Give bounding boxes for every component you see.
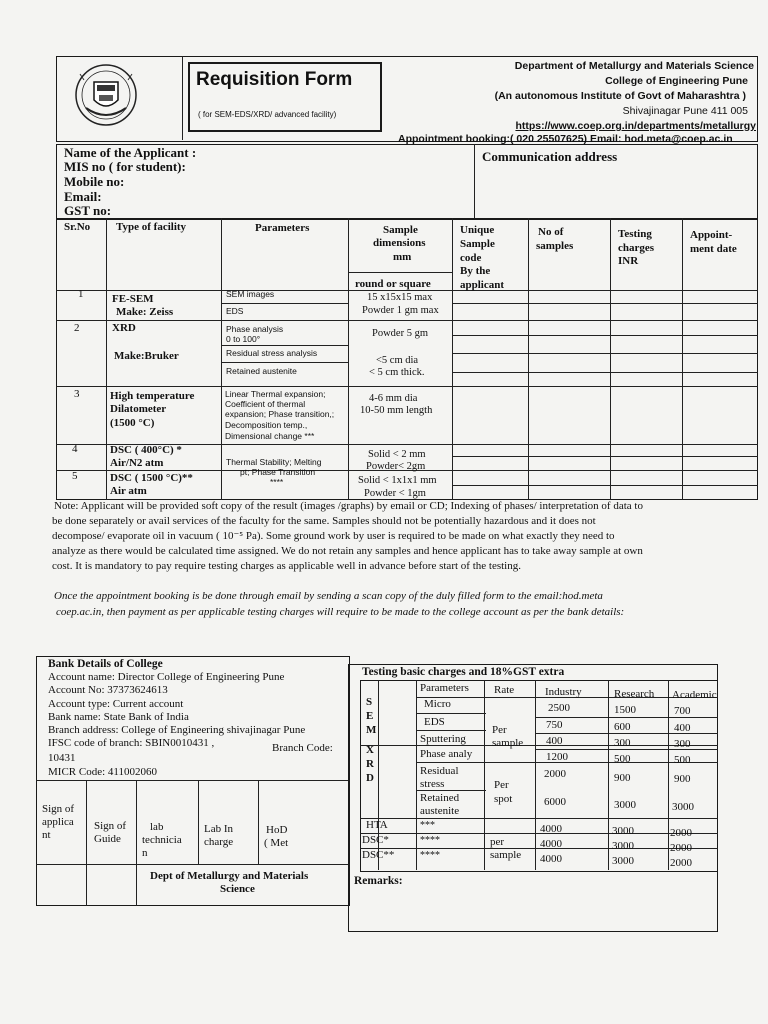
industry-retained: 6000: [544, 796, 566, 808]
sign-hod-2: ( Met: [264, 837, 289, 849]
row2-make: Make:Bruker: [114, 350, 179, 362]
rate-per-spot: Per spot: [494, 779, 513, 805]
sign-applicant-2: applica: [42, 816, 74, 828]
row4-sr: 4: [72, 443, 78, 455]
row5-type2: Air atm: [110, 485, 147, 497]
research-residual: 900: [614, 772, 631, 784]
mobile-label: Mobile no:: [64, 174, 125, 189]
col-srno: Sr.No: [64, 221, 91, 233]
row3-type3: (1500 °C): [110, 417, 155, 429]
autonomous-note: (An autonomous Institute of Govt of Maharashtra ): [494, 90, 746, 102]
row4-param1: Thermal Stability; Melting: [226, 457, 322, 467]
row4-param2: pt; Phase Transition: [240, 467, 316, 477]
col-parameters: Parameters: [255, 222, 310, 234]
row4-param3: ****: [270, 477, 284, 487]
xrd-letter-d: D: [366, 772, 374, 784]
col-sample-dim-4: round or square: [355, 278, 431, 290]
row4-type: DSC ( 400°C) *: [110, 444, 182, 456]
col-appointment: Appoint-: [690, 229, 733, 241]
col-unique-3: code: [460, 252, 482, 264]
col-sample-dim-2: dimensions: [373, 237, 426, 249]
address: Shivajinagar Pune 411 005: [622, 105, 748, 117]
dept-label-2: Science: [220, 883, 255, 895]
academic-hta: 2000: [670, 827, 692, 839]
applicant-name-label: Name of the Applicant :: [64, 145, 197, 160]
row2-param2: Residual stress analysis: [226, 348, 318, 358]
col-unique-5: applicant: [460, 279, 505, 291]
param-dsc1: ****: [420, 835, 440, 846]
row3-sr: 3: [74, 388, 80, 400]
department-url[interactable]: https://www.coep.org.in/departments/metallurgy: [515, 120, 756, 132]
research-phase: 500: [614, 753, 631, 765]
col-no-samples-2: samples: [536, 240, 574, 252]
param-retained-austenite: Retained austenite: [420, 792, 460, 817]
mis-label: MIS no ( for student):: [64, 159, 186, 174]
row3-param5: Dimensional change ***: [225, 431, 315, 441]
col-no-samples: No of: [538, 226, 564, 238]
row4-dim2: Powder< 2gm: [366, 461, 426, 472]
row2-dim1: Powder 5 gm: [372, 328, 428, 339]
bank-ifsc: IFSC code of branch: SBIN0010431 ,: [48, 737, 215, 749]
row2-dim2: <5 cm dia: [376, 355, 419, 366]
bank-account-no: Account No: 37373624613: [48, 684, 168, 696]
col-charges-2: charges: [618, 242, 655, 254]
row3-dim1: 4-6 mm dia: [369, 393, 418, 404]
bank-account-type: Account type: Current account: [48, 698, 184, 710]
dept-label: Dept of Metallurgy and Materials: [150, 870, 309, 882]
col-unique-2: Sample: [460, 238, 495, 250]
email-label: Email:: [64, 189, 102, 204]
sign-lab-technician: lab: [150, 821, 164, 833]
charges-col-params: Parameters: [420, 682, 469, 694]
research-dsc1: 3000: [612, 840, 634, 852]
row2-param1b: 0 to 100°: [226, 334, 261, 344]
param-dsc2: ****: [420, 850, 440, 861]
research-hta: 3000: [612, 825, 634, 837]
row1-param1: SEM images: [226, 289, 275, 299]
param-hta: ***: [420, 820, 435, 831]
industry-eds: 750: [546, 719, 563, 731]
col-type: Type of facility: [116, 221, 187, 233]
row5-type: DSC ( 1500 °C)**: [110, 472, 193, 484]
academic-micro: 700: [674, 705, 691, 717]
industry-hta: 4000: [540, 823, 562, 835]
sign-lab-incharge-2: charge: [204, 836, 234, 848]
col-sample-dim: Sample: [383, 224, 418, 236]
research-eds: 600: [614, 721, 631, 733]
industry-dsc2: 4000: [540, 853, 562, 865]
row3-type: High temperature: [110, 390, 195, 402]
sign-lab-technician-3: n: [142, 847, 148, 859]
sign-guide: Sign of: [94, 820, 127, 832]
italic-note-line2: coep.ac.in, then payment as per applicable testing charges will require to be made to the college account as per the bank details:: [56, 606, 625, 618]
col-unique-4: By the: [460, 265, 491, 277]
bank-account-name: Account name: Director College of Engineering Pune: [48, 671, 285, 683]
industry-residual: 2000: [544, 768, 566, 780]
row5-dim1: Solid < 1x1x1 mm: [358, 475, 437, 486]
charges-title: Testing basic charges and 18%GST extra: [362, 666, 565, 678]
communication-address-label: Communication address: [482, 149, 618, 164]
rate-per-sample-2: per sample: [490, 836, 522, 861]
bank-title: Bank Details of College: [48, 658, 163, 670]
sign-lab-incharge: Lab In: [204, 823, 234, 835]
bank-micr: MICR Code: 411002060: [48, 766, 157, 778]
row3-param2: Coefficient of thermal: [225, 399, 306, 409]
row2-dim3: < 5 cm thick.: [369, 367, 425, 378]
industry-dsc1: 4000: [540, 838, 562, 850]
form-subtitle: ( for SEM-EDS/XRD/ advanced facility): [198, 110, 337, 119]
note-line1: Note: Applicant will be provided soft copy of the result (images /graphs) by email or CD; Indexing of phases/ interpretation of data to: [54, 500, 643, 512]
xrd-letter-x: X: [366, 744, 374, 756]
param-phase-analy: Phase analy: [420, 748, 473, 760]
academic-dsc2: 2000: [670, 857, 692, 869]
academic-phase: 500: [674, 754, 691, 766]
sign-applicant: Sign of: [42, 803, 75, 815]
label-hta: HTA: [366, 819, 388, 831]
row2-param3: Retained austenite: [226, 366, 297, 376]
row1-dim2: Powder 1 gm max: [362, 305, 439, 316]
note-line4: analyze as there would be calculated time assigned. We do not retain any samples and hence applicant has to take away sample at own: [52, 545, 643, 557]
research-dsc2: 3000: [612, 855, 634, 867]
form-title: Requisition Form: [196, 69, 353, 90]
row2-sr: 2: [74, 322, 80, 334]
col-unique: Unique: [460, 224, 495, 236]
param-micro: Micro: [424, 698, 451, 710]
row3-type2: Dilatometer: [110, 403, 167, 415]
row5-dim2: Powder < 1gm: [364, 488, 426, 499]
xrd-letter-r: R: [366, 758, 374, 770]
sign-lab-technician-2: technicia: [142, 834, 182, 846]
academic-eds: 400: [674, 722, 691, 734]
param-sputtering: Sputtering: [420, 733, 466, 745]
bank-name: Bank name: State Bank of India: [48, 711, 189, 723]
academic-sputtering: 300: [674, 738, 691, 750]
row4-type2: Air/N2 atm: [110, 457, 164, 469]
row3-param3: expansion; Phase transition,;: [225, 409, 335, 419]
bank-branch-code-label: Branch Code:: [272, 742, 333, 754]
charges-col-industry: Industry: [545, 686, 582, 698]
sem-letter-m: M: [366, 724, 377, 736]
appointment-booking: Appointment booking:( 020 25507625) Email: hod.meta@coep.ac.in: [398, 133, 733, 145]
bank-branch-code: 10431: [48, 752, 76, 764]
param-eds: EDS: [424, 716, 445, 728]
sem-letter-e: E: [366, 710, 374, 722]
col-sample-dim-3: mm: [393, 251, 412, 263]
industry-micro: 2500: [548, 702, 570, 714]
research-sputtering: 300: [614, 737, 631, 749]
italic-note-line1: Once the appointment booking is be done through email by sending a scan copy of the duly filled form to the email:hod.meta: [54, 590, 603, 602]
college-logo: [66, 60, 146, 134]
charges-table: [360, 680, 718, 872]
rate-per-sample: Per sample: [492, 724, 524, 749]
bank-branch-address: Branch address: College of Engineering shivajinagar Pune: [48, 724, 306, 736]
row1-make: Make: Zeiss: [116, 306, 174, 318]
col-appointment-2: ment date: [690, 243, 737, 255]
row4-dim1: Solid < 2 mm: [368, 449, 426, 460]
charges-col-rate: Rate: [494, 684, 515, 696]
label-dsc2: DSC**: [362, 849, 395, 861]
sign-guide-2: Guide: [94, 833, 121, 845]
sign-applicant-3: nt: [42, 829, 51, 841]
research-retained: 3000: [614, 799, 636, 811]
note-line5: cost. It is mandatory to pay require testing charges as applicable well in advance before start of the testing.: [52, 560, 521, 572]
gst-label: GST no:: [64, 203, 112, 218]
charges-col-research: Research: [614, 688, 655, 700]
row2-type: XRD: [112, 322, 136, 334]
academic-residual: 900: [674, 773, 691, 785]
row1-sr: 1: [78, 288, 84, 300]
row3-param4: Decomposition temp.,: [225, 420, 308, 430]
param-residual-stress: Residual stress: [420, 765, 459, 790]
row5-sr: 5: [72, 470, 78, 482]
row1-type: FE-SEM: [112, 293, 154, 305]
note-line3: decompose/ evaporate oil in vacuum ( 10⁻⁵ Pa). Some ground work by user is required to be made on what exactly they need to: [52, 530, 615, 542]
row1-dim1: 15 x15x15 max: [367, 292, 433, 303]
sem-letter-s: S: [366, 696, 373, 708]
college-name: College of Engineering Pune: [605, 75, 748, 87]
industry-phase: 1200: [546, 751, 568, 763]
remarks-label: Remarks:: [354, 875, 403, 887]
col-charges: Testing: [618, 228, 652, 240]
sign-hod: HoD: [266, 824, 288, 836]
research-micro: 1500: [614, 704, 636, 716]
note-line2: be done separately or avail services of the faculty for the same. Samples should not be potentially hazardous and it does not: [52, 515, 596, 527]
label-dsc1: DSC*: [362, 834, 389, 846]
industry-sputtering: 400: [546, 735, 563, 747]
academic-retained: 3000: [672, 801, 694, 813]
row3-param1: Linear Thermal expansion;: [225, 389, 326, 399]
department-name: Department of Metallurgy and Materials Science: [514, 60, 754, 72]
charges-col-academic: Academic: [672, 689, 717, 701]
row1-param2: EDS: [226, 306, 244, 316]
academic-dsc1: 2000: [670, 842, 692, 854]
col-charges-3: INR: [618, 255, 639, 267]
row3-dim2: 10-50 mm length: [360, 405, 433, 416]
row2-param1: Phase analysis: [226, 324, 284, 334]
